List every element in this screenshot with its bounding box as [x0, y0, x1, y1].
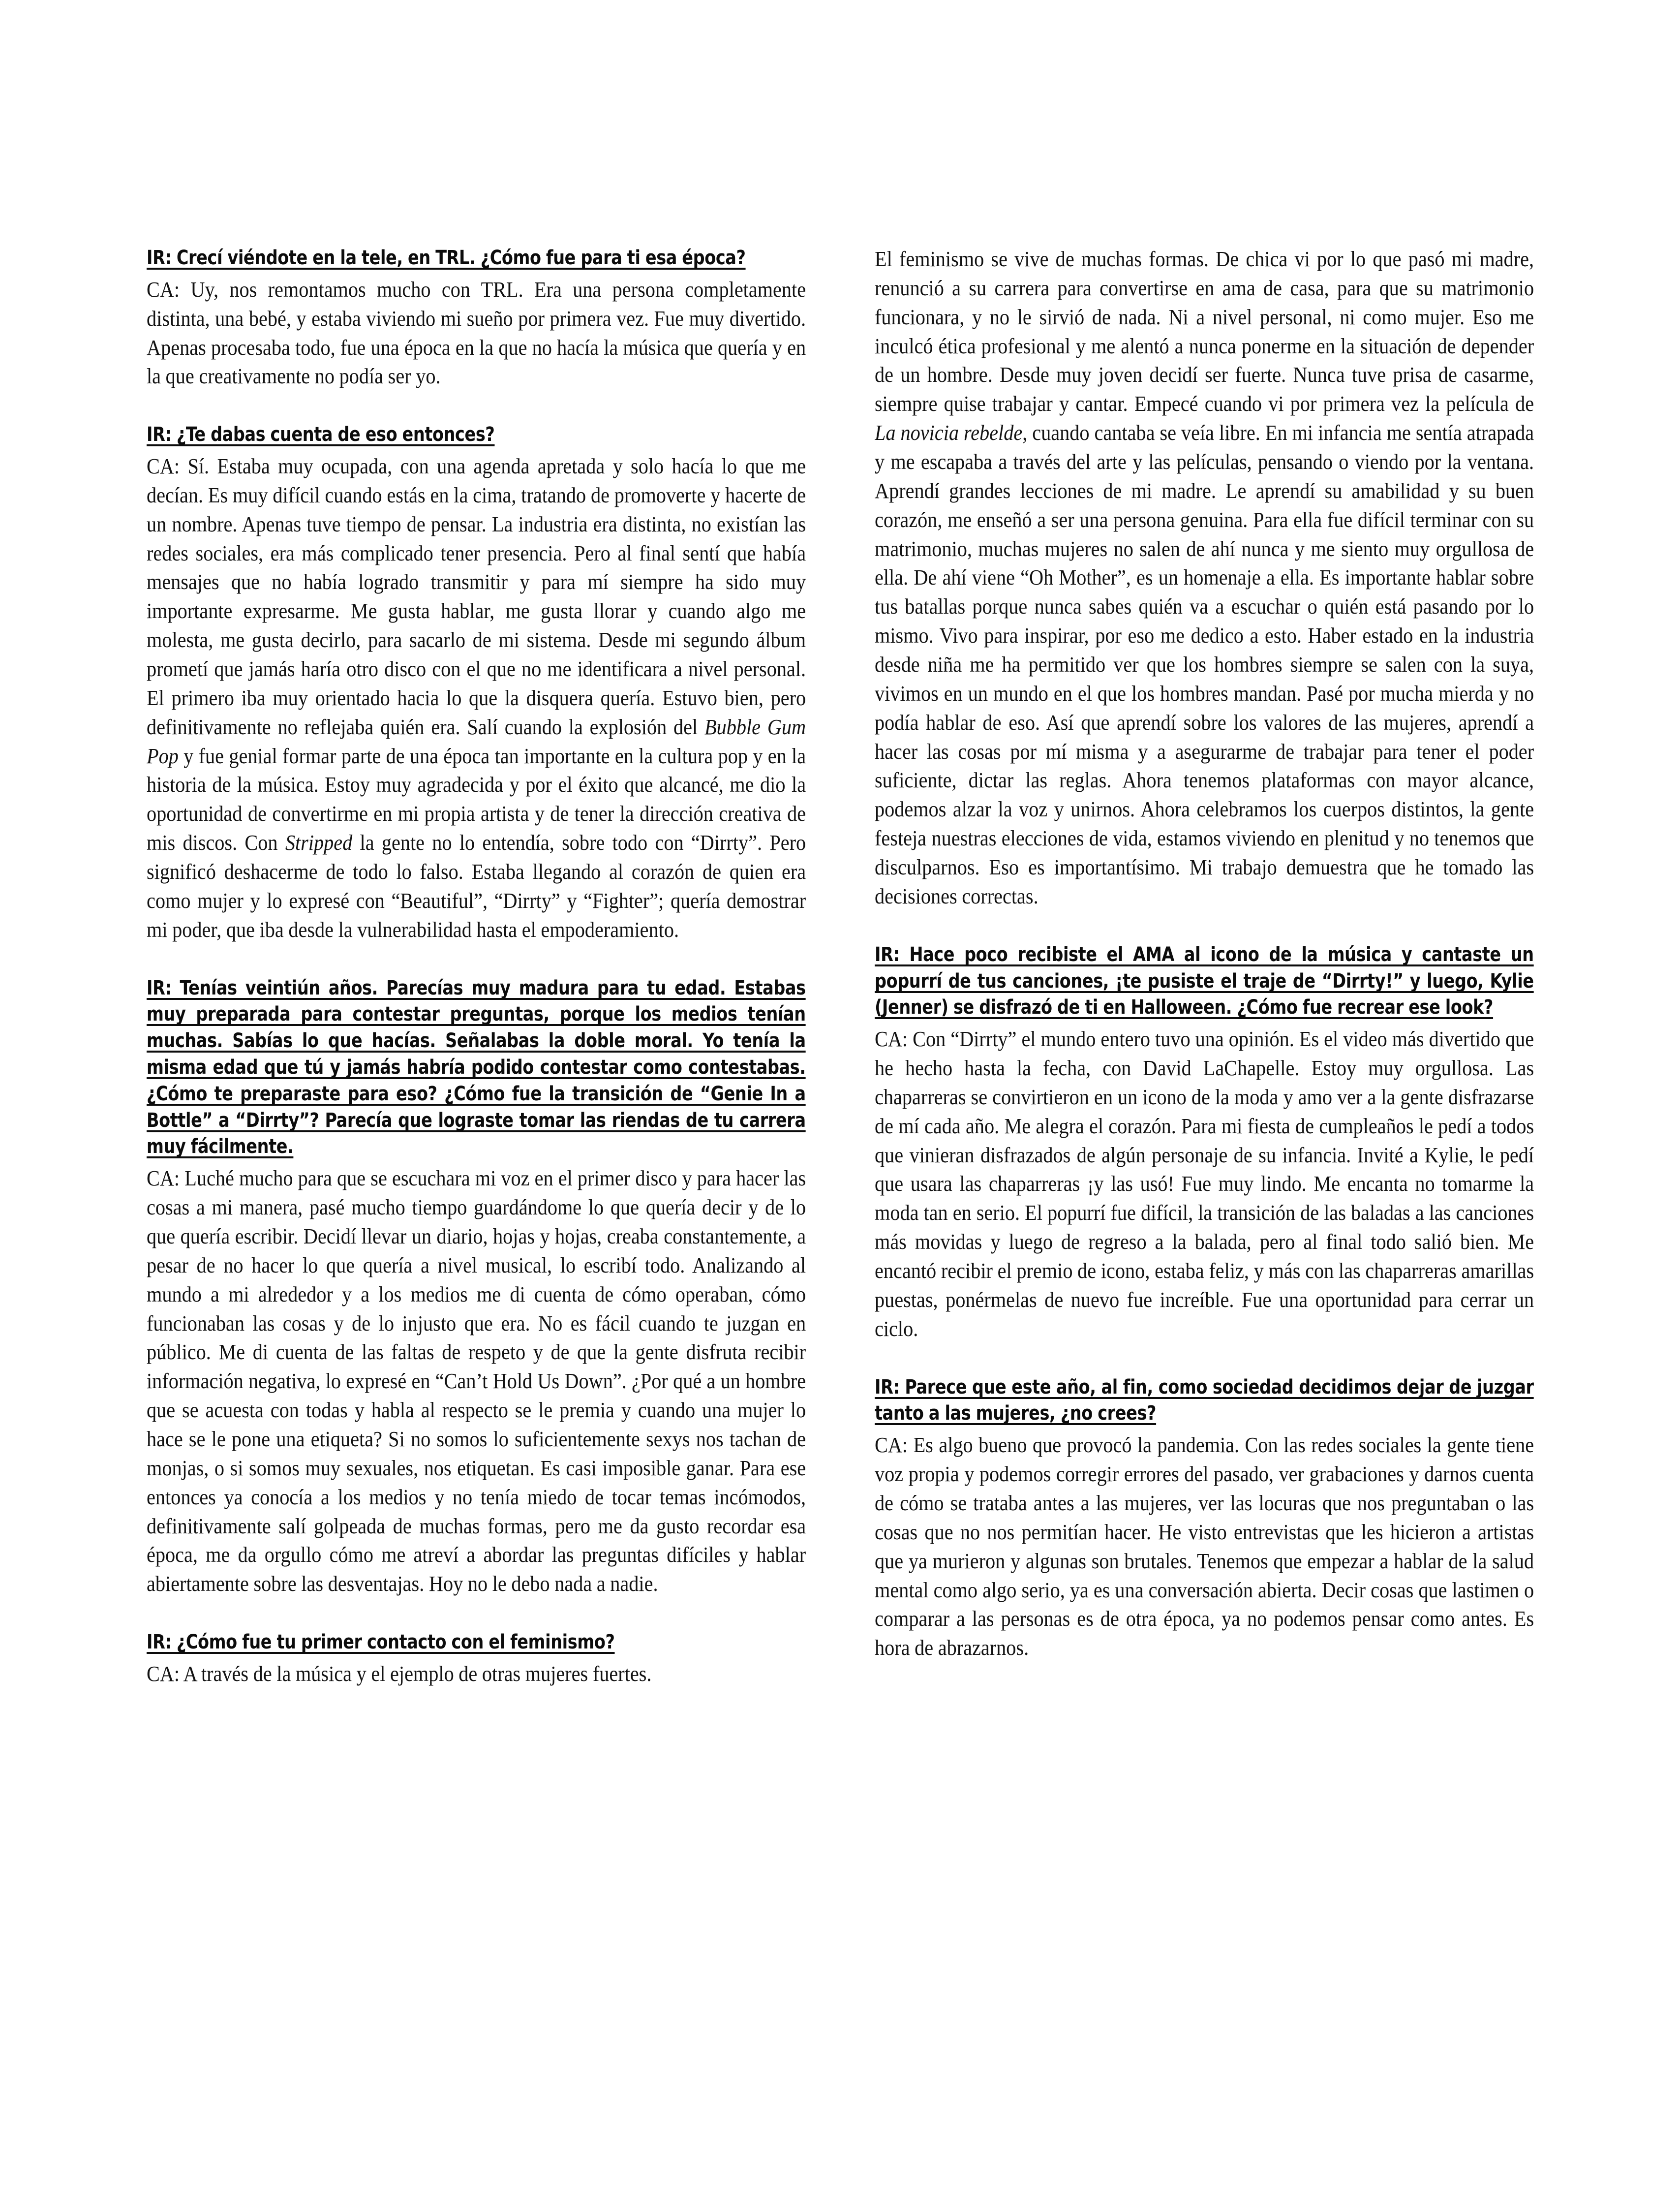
- spacer: [147, 1160, 806, 1164]
- spacer: [147, 945, 806, 975]
- qa-block-4-continued: [875, 245, 1534, 911]
- spacer: [147, 391, 806, 422]
- qa-block-5: [875, 942, 1534, 1344]
- answer-2-segment-1: CA: Sí. Estaba muy ocupada, con una agenda apretada y solo hacía lo que me decían. Es muy difícil cuando estás en la cima, tratando de promoverte y hacerte de un nombre. Apenas tuve tiempo de pensar. La industria era distinta, no existían las redes sociales, era más complicado tener presencia. Pero al final sentí que había mensajes que no había logrado transmitir y para mí siempre ha sido muy importante expresarme. Me gusta hablar, me gusta llorar y cuando algo me molesta, me gusta decirlo, para sacarlo de mi sistema. Desde mi segundo álbum prometí que jamás haría otro disco con el que no me identificara a nivel personal. El primero iba muy orientado hacia lo que la disquera quería. Estuvo bien, pero definitivamente no reflejaba quién era. Salí cuando la explosión del: [147, 454, 806, 739]
- qa-block-1: [147, 245, 806, 391]
- interview-answer-2: [147, 452, 806, 945]
- spacer: [875, 1344, 1534, 1374]
- answer-4-segment-1: El feminismo se vive de muchas formas. De chica vi por lo que pasó mi madre, renunció a su carrera para convertirse en ama de casa, para que su matrimonio funcionara, y no le sirvió de nada. Ni a nivel personal, ni como mujer. Eso me inculcó ética profesional y me alentó a nunca ponerme en la situación de depender de un hombre. Desde muy joven decidí ser fuerte. Nunca tuve prisa de casarme, siempre quise trabajar y cantar. Empecé cuando vi por primera vez la película de: [875, 247, 1534, 416]
- interview-question-4: IR: ¿Cómo fue tu primer contacto con el feminismo?: [147, 1631, 615, 1654]
- interview-answer-6: CA: Es algo bueno que provocó la pandemia. Con las redes sociales la gente tiene voz propia y podemos corregir errores del pasado, ver grabaciones y darnos cuenta de cómo se trataba antes a las mujeres, ver las locuras que nos preguntaban o las cosas que no nos permitían hacer. He visto entrevistas que les hicieron a artistas que ya murieron y algunas son brutales. Tenemos que empezar a hablar de la salud mental como algo serio, ya es una conversación abierta. Decir cosas que lastimen o comparar a las personas es de otra época, ya no podemos pensar como antes. Es hora de abrazarnos.: [875, 1433, 1534, 1660]
- spacer: [875, 1021, 1534, 1025]
- interview-question-5: IR: Hace poco recibiste el AMA al icono de la música y cantaste un popurrí de tus canciones, ¡te pusiste el traje de “Dirrty!” y luego, Kylie (Jenner) se disfrazó de ti en Halloween. ¿Cómo fue recrear ese look?: [875, 943, 1534, 1019]
- right-column: [875, 245, 1534, 2110]
- answer-4-segment-2: , cuando cantaba se veía libre. En mi infancia me sentía atrapada y me escapaba a través del arte y las películas, pensando o viendo por la ventana. Aprendí grandes lecciones de mi madre. Le aprendí su amabilidad y su buen corazón, me enseñó a ser una persona genuina. Para ella fue difícil terminar con su matrimonio, muchas mujeres no salen de ahí nunca y me siento muy orgullosa de ella. De ahí viene “Oh Mother”, es un homenaje a ella. Es importante hablar sobre tus batallas porque nunca sabes quién va a escuchar o quién está pasando por lo mismo. Vivo para inspirar, por eso me dedico a esto. Haber estado en la industria desde niña me ha permitido ver que los hombres siempre se salen con la suya, vivimos en un mundo en el que los hombres mandan. Pasé por mucha mierda y no podía hablar de eso. Así que aprendí sobre los valores de las mujeres, aprendí a hacer las cosas por mí misma y a asegurarme de trabajar para tener el poder suficiente, dictar las reglas. Ahora tenemos plataformas con mayor alcance, podemos alzar la voz y unirnos. Ahora celebramos los cuerpos distintos, la gente festeja nuestras elecciones de vida, estamos viviendo en plenitud y no tenemos que disculparnos. Eso es importantísimo. Mi trabajo demuestra que he tomado las decisiones correctas.: [875, 421, 1534, 908]
- qa-block-4: [147, 1629, 806, 1689]
- interview-answer-4: CA: A través de la música y el ejemplo de otras mujeres fuertes.: [147, 1661, 652, 1686]
- spacer: [875, 911, 1534, 942]
- film-title-la-novicia-rebelde: La novicia rebelde: [875, 421, 1023, 445]
- interview-answer-5: CA: Con “Dirrty” el mundo entero tuvo una opinión. Es el video más divertido que he hecho hasta la fecha, con David LaChapelle. Estoy muy orgullosa. Las chaparreras se convirtieron en un icono de la moda y amo ver a la gente disfrazarse de mí cada año. Me alegra el corazón. Para mi fiesta de cumpleaños le pedí a todos que vinieran disfrazados de algún personaje de su infancia. Invité a Kylie, le pedí que usara las chaparreras ¡y las usó! Fue muy lindo. Me encanta no tomarme la moda tan en serio. El popurrí fue difícil, la transición de las baladas a las canciones más movidas y luego de regreso a la balada, pero al final todo salió bien. Me encantó recibir el premio de icono, estaba feliz, y más con las chaparreras amarillas puestas, ponérmelas de nuevo fue increíble. Fue una oportunidad para cerrar un ciclo.: [875, 1027, 1534, 1341]
- album-title-bubble-gum-pop: Bubble Gum Pop: [147, 715, 806, 768]
- interview-answer-3: CA: Luché mucho para que se escuchara mi voz en el primer disco y para hacer las cosas a mi manera, pasé mucho tiempo guardándome lo que quería decir y de lo que quería escribir. Decidí llevar un diario, hojas y hojas, creaba constantemente, a pesar de no hacer lo que quería a nivel musical, lo escribí todo. Analizando al mundo a mi alrededor y a los medios me di cuenta de cómo operaban, cómo funcionaban las cosas y de lo injusto que era. No es fácil cuando te juzgan en público. Me di cuenta de las faltas de respeto y de que la gente disfruta recibir información negativa, lo expresé en “Can’t Hold Us Down”. ¿Por qué a un hombre que se acuesta con todas y habla al respecto se le premia y cuando una mujer lo hace se le pone una etiqueta? Si no somos lo suficientemente sexys nos tachan de monjas, o si somos muy sexuales, nos etiquetan. Es casi imposible ganar. Para ese entonces ya conocía a los medios y no tenía miedo de tocar temas incómodos, definitivamente salí golpeada de muchas formas, pero me da gusto recordar esa época, me da orgullo cómo me atreví a abordar las preguntas difíciles y hablar abiertamente sobre las desventajas. Hoy no le debo nada a nadie.: [147, 1166, 806, 1596]
- interview-answer-1: CA: Uy, nos remontamos mucho con TRL. Era una persona completamente distinta, una bebé, y estaba viviendo mi sueño por primera vez. Fue muy divertido. Apenas procesaba todo, fue una época en la que no hacía la música que quería y en la que creativamente no podía ser yo.: [147, 277, 806, 389]
- album-title-stripped: Stripped: [285, 831, 353, 855]
- article-columns: [147, 245, 1534, 2110]
- qa-block-2: [147, 422, 806, 944]
- spacer: [147, 448, 806, 452]
- qa-block-3: [147, 975, 806, 1599]
- interview-question-3: IR: Tenías veintiún años. Parecías muy madura para tu edad. Estabas muy preparada para contestar preguntas, porque los medios tenían muchas. Sabías lo que hacías. Señalabas la doble moral. Yo tenía la misma edad que tú y jamás habría podido contestar como contestabas. ¿Cómo te preparaste para eso? ¿Cómo fue la transición de “Genie In a Bottle” a “Dirrty”? Parecía que lograste tomar las riendas de tu carrera muy fácilmente.: [147, 976, 806, 1158]
- spacer: [147, 1599, 806, 1629]
- answer-2-segment-2: y fue genial formar parte de una época tan importante en la cultura pop y en la historia de la música. Estoy muy agradecida y por el éxito que alcancé, me dio la oportunidad de convertirme en mi propia artista y de tener la dirección creativa de mis discos. Con: [147, 744, 806, 855]
- qa-block-6: [875, 1374, 1534, 1663]
- interview-question-6: IR: Parece que este año, al fin, como sociedad decidimos dejar de juzgar tanto a las mujeres, ¿no crees?: [875, 1375, 1534, 1425]
- left-column: [147, 245, 806, 2110]
- spacer: [147, 272, 806, 276]
- interview-question-2: IR: ¿Te dabas cuenta de eso entonces?: [147, 423, 495, 446]
- interview-answer-4-continued: [875, 245, 1534, 911]
- spacer: [875, 1427, 1534, 1431]
- spacer: [147, 1656, 806, 1660]
- answer-2-segment-3: la gente no lo entendía, sobre todo con “Dirrty”. Pero significó deshacerme de todo lo falso. Estaba llegando al corazón de quien era como mujer y lo expresé con “Beautiful”, “Dirrty” y “Fighter”; quería demostrar mi poder, que iba desde la vulnerabilidad hasta el empoderamiento.: [147, 831, 806, 942]
- interview-question-1: IR: Crecí viéndote en la tele, en TRL. ¿Cómo fue para ti esa época?: [147, 247, 746, 269]
